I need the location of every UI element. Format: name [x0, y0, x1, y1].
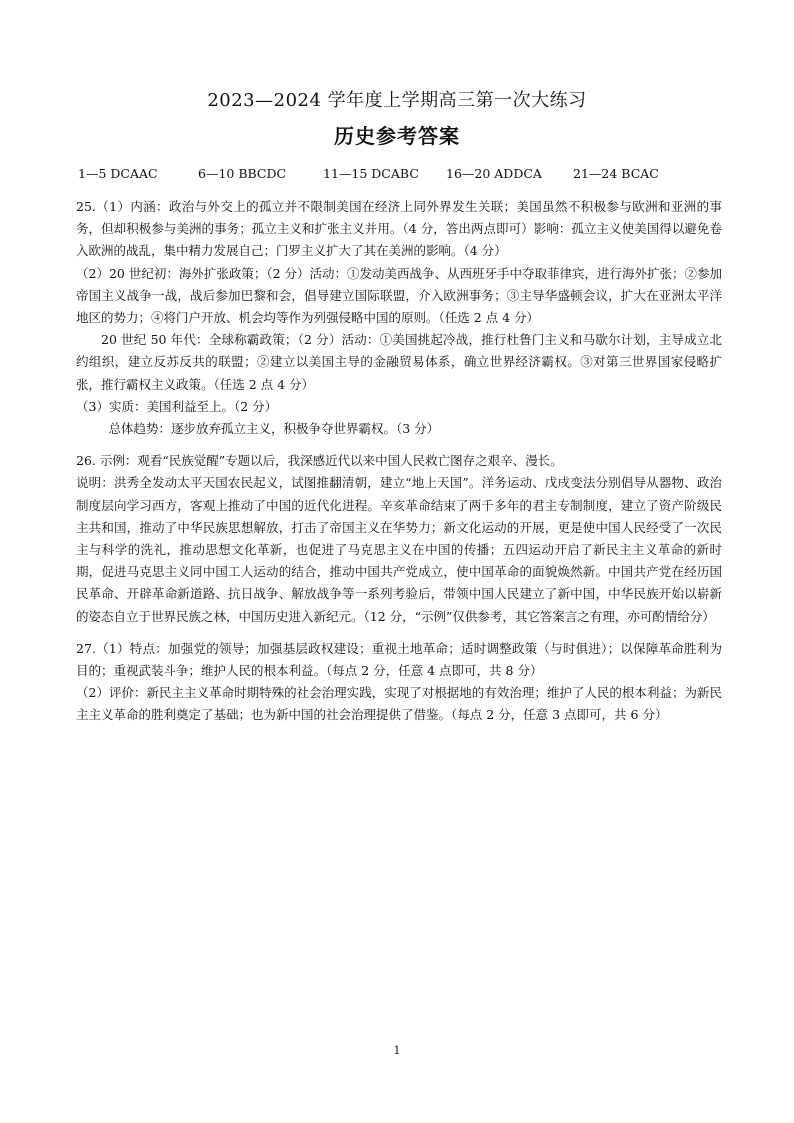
page-number: 1 — [393, 1044, 401, 1057]
q26-explanation: 说明：洪秀全发动太平天国农民起义，试图推翻清朝，建立“地上天国”。洋务运动、戊戌变法分别倡导从器物、政治制度层向学习西方，客观上推动了中国的近代化进程。辛亥革命结束了两千多年的君主专制制度，建立了资产阶级民主共和国，推动了中华民族思想解放，打击了帝国主义在华势力；新文化运动的开展，更是使中国人民经受了一次民主与科学的洗礼，推动思想文化革新，也促进了马克思主义在中国的传播；五四运动开启了新民主主义革命的新时期，促进马克思主义同中国工人运动的结合，推动中国共产党成立，使中国革命的面貌焕然新。中国共产党在经历国民革命、开辟革命新道路、抗日战争、解放战争等一系列考验后，带领中国人民建立了新中国，中华民族开始以崭新的姿态自立于世界民族之林，中国历史进入新纪元。（12 分，“示例”仅供参考，其它答案言之有理，亦可酌情给分） — [76, 475, 722, 624]
answer-group-16-20: 16—20 ADDCA — [446, 166, 542, 181]
answer-group-1-5: 1—5 DCAAC — [78, 166, 158, 181]
q26-example: 26. 示例：观看“民族觉醒”专题以后，我深感近代以来中国人民救亡图存之艰辛、漫长。 — [76, 453, 563, 469]
question-25 — [76, 196, 722, 440]
q25-part3: （3）实质：美国利益至上。（2 分） — [76, 398, 278, 414]
document-subtitle: 历史参考答案 — [334, 124, 460, 148]
answer-group-6-10: 6—10 BBCDC — [198, 166, 287, 181]
answer-group-11-15: 11—15 DCABC — [323, 166, 419, 181]
q25-part1: 25.（1）内涵：政治与外交上的孤立并不限制美国在经济上同外界发生关联；美国虽然不积极参与欧洲和亚洲的事务，但却积极参与美洲的事务；孤立主义和扩张主义并用。（4 分，答出两点即可）影响：孤立主义使美国得以避免卷入欧洲的战乱，集中精力发展自己；门罗主义扩大了其在美洲的影响。（4 分） — [76, 199, 722, 259]
q25-part2-1950s: 20 世纪 50 年代：全球称霸政策；（2 分）活动：①美国挑起冷战，推行杜鲁门主义和马歇尔计划，主导成立北约组织，建立反苏反共的联盟；②建立以美国主导的金融贸易体系，确立世界经济霸权。③对第三世界国家侵略扩张，推行霸权主义政策。（任选 2 点 4 分） — [76, 332, 722, 392]
q27-part1: 27.（1）特点：加强党的领导；加强基层政权建设；重视土地革命；适时调整政策（与时俱进）；以保障革命胜利为目的；重视武装斗争；维护人民的根本利益。（每点 2 分，任意 4 点即可，共 8 分） — [76, 640, 722, 679]
q25-part3-trend: 总体趋势：逐步放弃孤立主义，积极争夺世界霸权。（3 分） — [108, 421, 440, 437]
q27-part2: （2）评价：新民主主义革命时期特殊的社会治理实践，实现了对根据地的有效治理；维护了人民的根本利益；为新民主主义革命的胜利奠定了基础；也为新中国的社会治理提供了借鉴。（每点 2 分，任意 3 点即可，共 6 分） — [76, 685, 722, 723]
answer-group-21-24: 21—24 BCAC — [573, 166, 659, 181]
question-27 — [76, 638, 722, 727]
document-title: 2023—2024 学年度上学期高三第一次大练习 — [207, 90, 587, 111]
question-26 — [76, 450, 722, 628]
answer-body — [76, 196, 722, 727]
multiple-choice-answers — [78, 166, 738, 181]
q25-part2: （2）20 世纪初：海外扩张政策；（2 分）活动：①发动美西战争、从西班牙手中夺取菲律宾，进行海外扩张；②参加帝国主义战争一战，战后参加巴黎和会，倡导建立国际联盟，介入欧洲事务；③主导华盛顿会议，扩大在亚洲太平洋地区的势力；④将门户开放、机会均等作为列强侵略中国的原则。（任选 2 点 4 分） — [76, 265, 723, 326]
